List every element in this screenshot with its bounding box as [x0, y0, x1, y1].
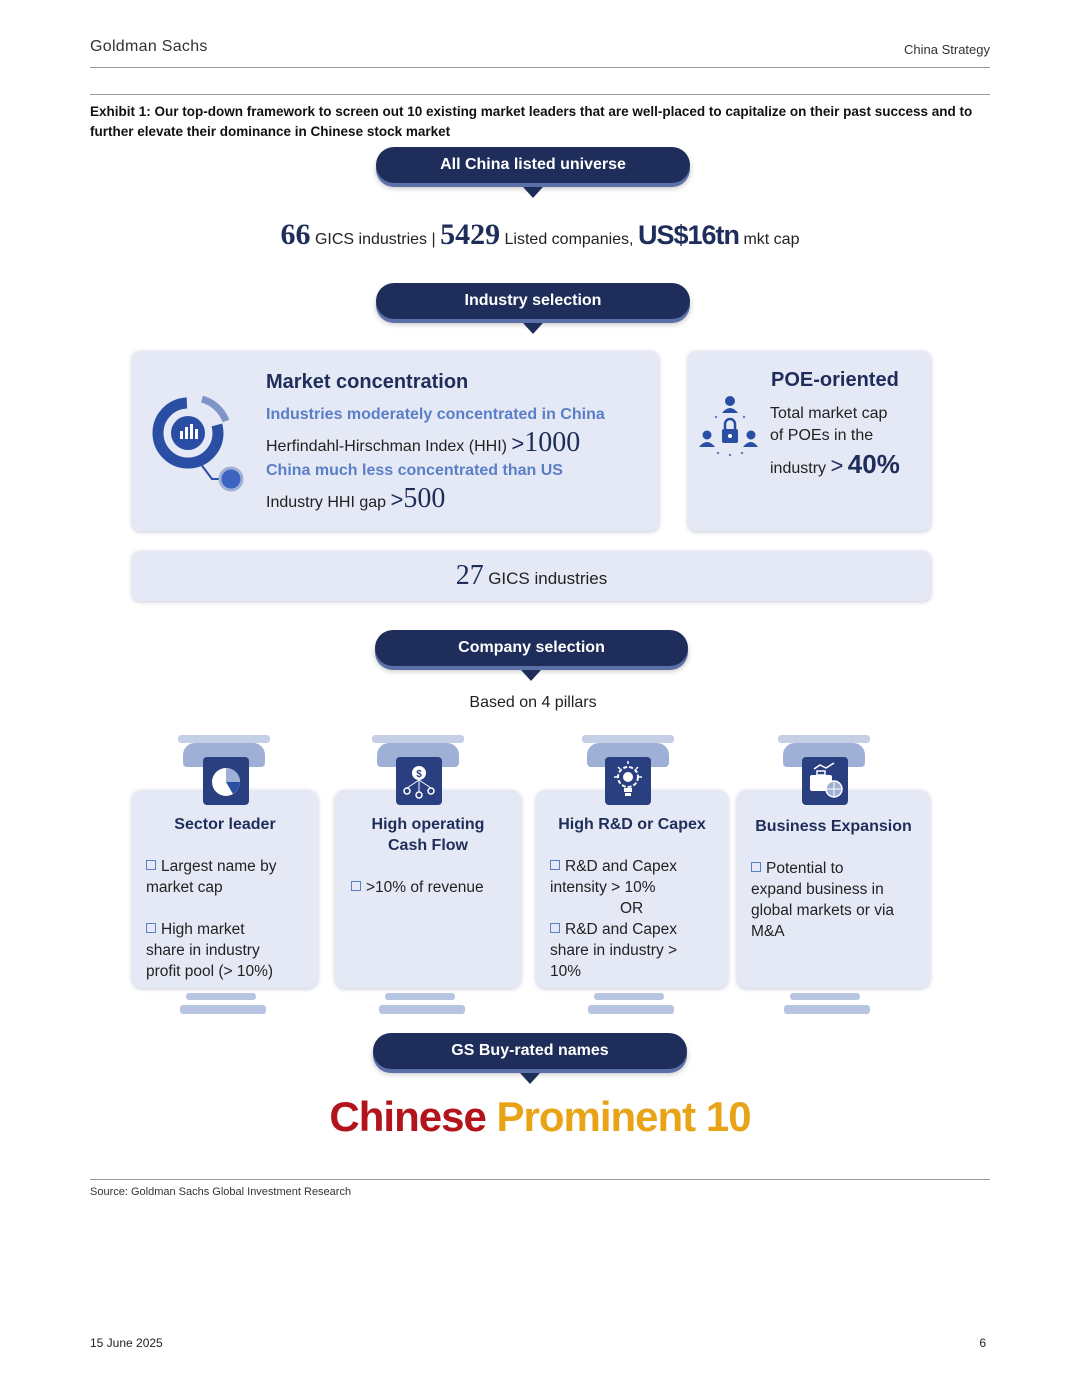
- poe-title: POE-oriented: [771, 369, 899, 391]
- pillar-rd-capex: [536, 790, 728, 988]
- pillar-line: global markets or via: [751, 902, 895, 919]
- poe-industry-label: industry: [770, 460, 827, 477]
- mktcap-label: mkt cap: [743, 231, 800, 248]
- checkbox-icon: [550, 860, 560, 870]
- poe-threshold: 40%: [847, 449, 900, 479]
- industries-count: 66: [280, 218, 311, 251]
- pill-arrow: [523, 323, 543, 334]
- final-result-title: [0, 1093, 1080, 1141]
- header-divider: [90, 67, 990, 68]
- pillar-base: [385, 993, 455, 1000]
- hhi-gap-line: [266, 483, 445, 515]
- pillar-capital: [178, 735, 270, 743]
- pillar-line: share in industry >: [550, 942, 678, 959]
- pillar-body: [146, 856, 316, 982]
- mktcap-value: US$16tn: [637, 220, 739, 250]
- svg-text:$: $: [416, 769, 422, 780]
- pillar-line: market cap: [146, 879, 223, 896]
- brand-name: Goldman Sachs: [90, 38, 208, 55]
- pillar-capital: [372, 735, 464, 743]
- pillar-body: [550, 856, 726, 982]
- hhi-gap-threshold: 500: [403, 483, 446, 514]
- universe-pill: All China listed universe: [376, 147, 690, 183]
- pillar-base: [784, 1005, 870, 1014]
- poe-line1: Total market cap: [770, 405, 888, 422]
- concentration-sub1: Industries moderately concentrated in China: [266, 406, 605, 423]
- poe-line3: [770, 449, 900, 480]
- hhi-line: [266, 427, 580, 459]
- hhi-label: Herfindahl-Hirschman Index (HHI): [266, 438, 507, 455]
- company-selection-pill: Company selection: [375, 630, 688, 666]
- page-number: 6: [979, 1336, 986, 1350]
- globe-briefcase-icon: [802, 757, 848, 805]
- hhi-threshold: 1000: [524, 427, 581, 458]
- checkbox-icon: [751, 862, 761, 872]
- pillar-line: >10% of revenue: [351, 877, 519, 898]
- pillar-line-or: OR: [620, 900, 644, 917]
- industries-label: GICS industries |: [314, 231, 436, 248]
- final-title-prominent: Prominent 10: [496, 1093, 751, 1140]
- universe-stats: [0, 218, 1080, 252]
- pillar-line: 10%: [550, 963, 582, 980]
- pillar-line: Largest name by: [146, 856, 316, 877]
- pillars-subtitle: Based on 4 pillars: [469, 694, 597, 711]
- lightbulb-gear-icon: [605, 757, 651, 805]
- poe-operator: >: [830, 453, 844, 478]
- pillar-base: [186, 993, 256, 1000]
- gics-result-bar: [132, 551, 931, 601]
- exhibit-title: Exhibit 1: Our top-down framework to screen out 10 existing market leaders that are well-placed to capitalize on their past success and to further elevate their dominance in Chinese stock market: [90, 104, 973, 139]
- market-concentration-card: [132, 351, 659, 531]
- checkbox-icon: [351, 881, 361, 891]
- pillar-line: intensity > 10%: [550, 879, 656, 896]
- pillar-line: High market: [146, 919, 316, 940]
- donut-chart-icon: [150, 391, 250, 496]
- pill-arrow: [521, 670, 541, 681]
- dollar-network-icon: [396, 757, 442, 805]
- companies-label: Listed companies,: [504, 231, 634, 248]
- buy-rated-pill: GS Buy-rated names: [373, 1033, 687, 1069]
- source-note: Source: Goldman Sachs Global Investment Research: [90, 1186, 352, 1198]
- checkbox-icon: [146, 860, 156, 870]
- pillar-title: Business Expansion: [755, 818, 912, 835]
- hhi-operator: >: [511, 431, 525, 456]
- pillar-base: [379, 1005, 465, 1014]
- exhibit-divider: [90, 94, 990, 95]
- companies-count: 5429: [440, 218, 501, 251]
- pillar-operating-cash-flow: [335, 790, 521, 988]
- market-concentration-title: Market concentration: [266, 371, 469, 393]
- source-divider: [90, 1179, 990, 1180]
- pillar-sector-leader: [132, 790, 318, 988]
- pillar-base: [594, 993, 664, 1000]
- pillar-title: Sector leader: [174, 816, 276, 833]
- pillar-title: High operating Cash Flow: [371, 816, 485, 854]
- pillar-business-expansion: [737, 790, 930, 988]
- pillar-title: High R&D or Capex: [558, 816, 706, 833]
- pie-chart-icon: [203, 757, 249, 805]
- hhi-gap-operator: >: [390, 487, 404, 512]
- pillar-base: [180, 1005, 266, 1014]
- gics-result-count: 27: [455, 560, 484, 591]
- pillar-base: [790, 993, 860, 1000]
- pillar-capital: [582, 735, 674, 743]
- pill-arrow: [520, 1073, 540, 1084]
- people-lock-icon: [696, 391, 758, 461]
- report-section: China Strategy: [904, 42, 990, 57]
- footer-date: 15 June 2025: [90, 1336, 163, 1350]
- pillar-capital: [778, 735, 870, 743]
- pillar-line: expand business in: [751, 881, 884, 898]
- pillar-line: R&D and Capex: [550, 856, 726, 877]
- poe-line2: of POEs in the: [770, 427, 874, 444]
- checkbox-icon: [550, 923, 560, 933]
- pillar-line: profit pool (> 10%): [146, 963, 274, 980]
- pillar-line: share in industry: [146, 942, 260, 959]
- pillar-body: [751, 858, 927, 942]
- pillar-base: [588, 1005, 674, 1014]
- pill-arrow: [523, 187, 543, 198]
- industry-selection-pill: Industry selection: [376, 283, 690, 319]
- poe-card: [688, 351, 931, 531]
- pillar-line: R&D and Capex: [550, 919, 726, 940]
- pillar-line: Potential to: [751, 858, 927, 879]
- gics-result-label: GICS industries: [488, 569, 608, 588]
- checkbox-icon: [146, 923, 156, 933]
- pillar-body: [351, 877, 519, 898]
- hhi-gap-label: Industry HHI gap: [266, 494, 387, 511]
- pillar-line: M&A: [751, 923, 785, 940]
- final-title-chinese: Chinese: [329, 1093, 486, 1140]
- concentration-sub2: China much less concentrated than US: [266, 462, 563, 479]
